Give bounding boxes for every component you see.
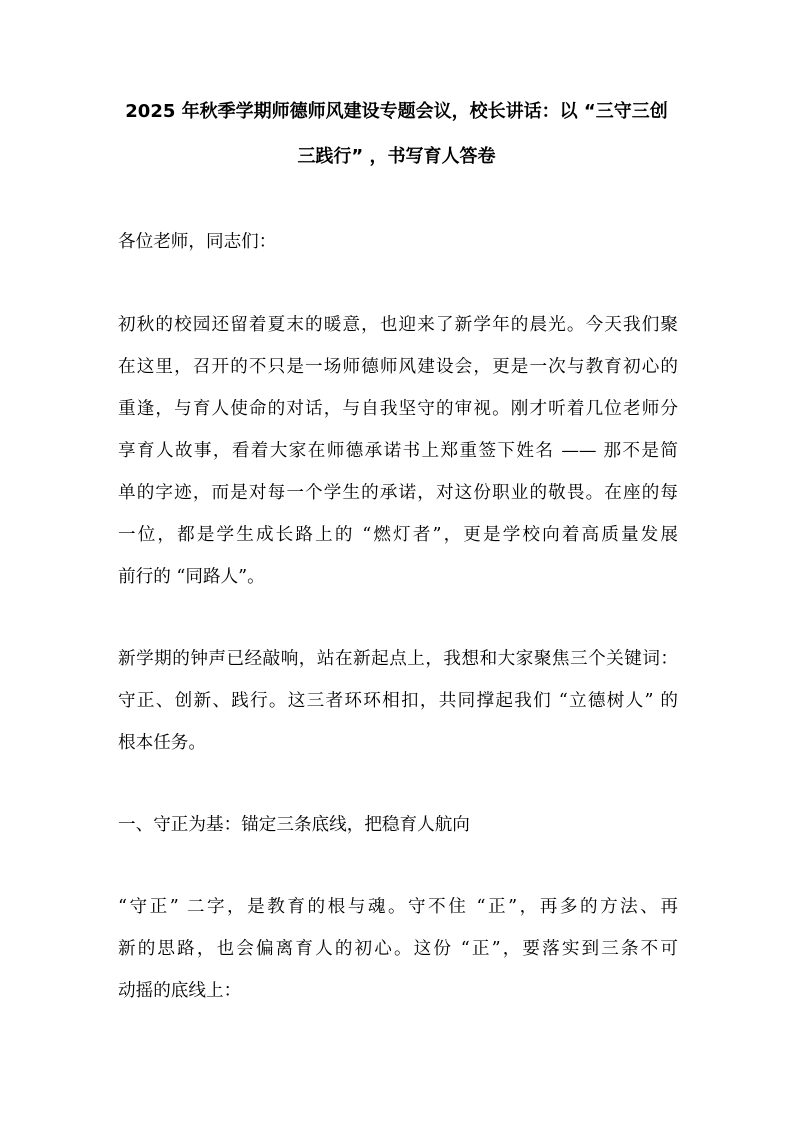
paragraph-line: 根本任务。 [118, 733, 206, 753]
paragraph-line: 一位，都是学生成长路上的 “燃灯者”，更是学校向着高质量发展 [118, 525, 678, 545]
document-title-line-1: 2025 年秋季学期师德师风建设专题会议，校长讲话：以 “三守三创 [125, 101, 668, 122]
paragraph-line: 单的字迹，而是对每一个学生的承诺，对这份职业的敬畏。在座的每 [118, 483, 678, 503]
paragraph-line: 动摇的底线上： [118, 981, 242, 1001]
paragraph-line: 前行的 “同路人”。 [118, 567, 265, 587]
paragraph-line: 在这里，召开的不只是一场师德师风建设会，更是一次与教育初心的 [118, 357, 678, 377]
paragraph-line: 享育人故事，看着大家在师德承诺书上郑重签下姓名 —— 那不是简 [118, 441, 678, 461]
paragraph-line: 新学期的钟声已经敲响，站在新起点上，我想和大家聚焦三个关键词： [118, 649, 678, 669]
paragraph-line: 守正、创新、践行。这三者环环相扣，共同撑起我们 “立德树人” 的 [118, 691, 678, 711]
document-title-line-2: 三践行” ，书写育人答卷 [297, 146, 496, 167]
paragraph-line: 重逢，与育人使命的对话，与自我坚守的审视。刚才听着几位老师分 [118, 399, 678, 419]
paragraph-line: 初秋的校园还留着夏末的暖意，也迎来了新学年的晨光。今天我们聚 [118, 315, 678, 335]
salutation: 各位老师，同志们： [118, 232, 277, 252]
section-heading: 一、守正为基：锚定三条底线，把稳育人航向 [118, 815, 470, 835]
paragraph-line: 新的思路，也会偏离育人的初心。这份 “正”，要落实到三条不可 [118, 939, 678, 959]
paragraph-line: “守正” 二字，是教育的根与魂。守不住 “正”，再多的方法、再 [118, 897, 678, 917]
